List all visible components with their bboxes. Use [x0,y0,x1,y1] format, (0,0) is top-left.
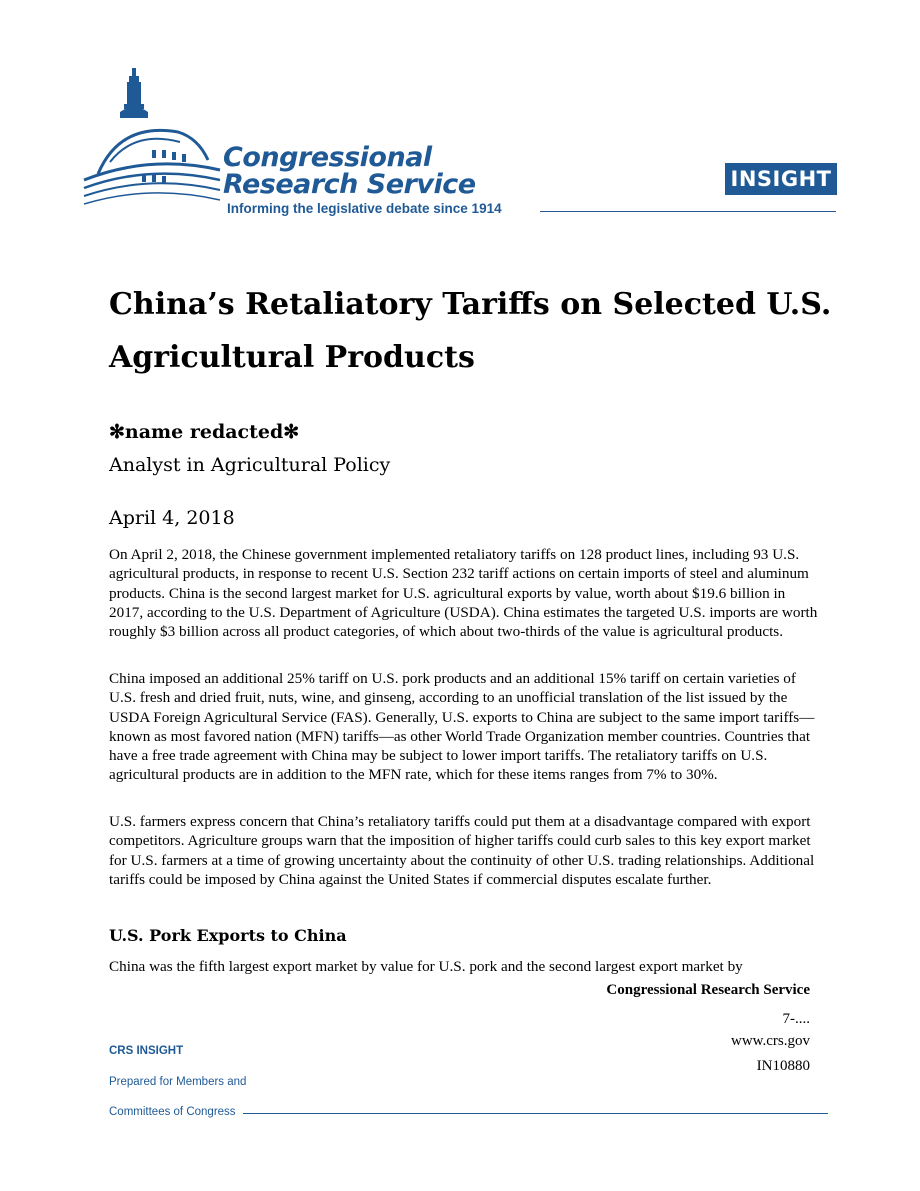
section-heading: U.S. Pork Exports to China [109,926,347,945]
capitol-dome-icon [80,62,230,222]
logo-title-line1: Congressional [223,142,432,173]
crs-logo [80,62,840,222]
author-name: ✻name redacted✻ [109,421,300,443]
footer-crs-insight-label: CRS INSIGHT [109,1045,184,1057]
footer-prepared-line1: Prepared for Members and [109,1076,247,1088]
insight-badge: INSIGHT [725,163,837,195]
document-title: China’s Retaliatory Tariffs on Selected U.S. Agricultural Products [109,287,832,375]
logo-title-line2: Research Service [223,169,476,200]
logo-tagline: Informing the legislative debate since 1914 [227,201,502,216]
body-paragraph: China imposed an additional 25% tariff on U.S. pork products and an additional 15% tariff on certain varieties of U.S. fresh and dried fruit, nuts, wine, and ginseng, according to an unofficial translation of the list issued by the USDA Foreign Agricultural Service (FAS). Generally, U.S. exports to China are subject to the same import tariffs—known as most favored nation (MFN) tariffs—as other World Trade Organization member countries. Countries that have a free trade agreement with China may be subject to lower import tariffs. The retaliatory tariffs on U.S. agricultural products are in addition to the MFN rate, which for these items ranges from 7% to 30%. [109,670,815,784]
body-paragraph: U.S. farmers express concern that China’s retaliatory tariffs could put them at a disadvantage compared with export competitors. Agriculture groups warn that the imposition of higher tariffs could curb sales to this key export market for U.S. farmers at a time of growing uncertainty about the continuity of other U.S. trading relationships. Additional tariffs could be imposed by China against the United States if commercial disputes escalate further. [109,813,815,888]
author-role: Analyst in Agricultural Policy [109,454,391,476]
footer-prepared-line2: Committees of Congress [109,1106,236,1118]
footer-website-link[interactable]: www.crs.gov [730,1033,810,1049]
footer-phone: 7-.... [782,1011,810,1027]
body-paragraph: China was the fifth largest export market by value for U.S. pork and the second largest export market by [109,958,743,975]
tagline-divider [540,211,836,212]
document-date: April 4, 2018 [109,507,235,529]
footer-document-id: IN10880 [756,1058,810,1074]
body-paragraph: On April 2, 2018, the Chinese government implemented retaliatory tariffs on 128 product lines, including 93 U.S. agricultural products, in response to recent U.S. Section 232 tariff actions on certain imports of steel and aluminum products. China is the second largest market for U.S. agricultural exports by value, worth about $19.6 billion in 2017, according to the U.S. Department of Agriculture (USDA). China estimates the targeted U.S. imports are worth roughly $3 billion across all product categories, of which about two-thirds of the value is agricultural products. [109,546,818,641]
footer-org-name: Congressional Research Service [606,982,810,998]
footer-divider [243,1113,828,1114]
